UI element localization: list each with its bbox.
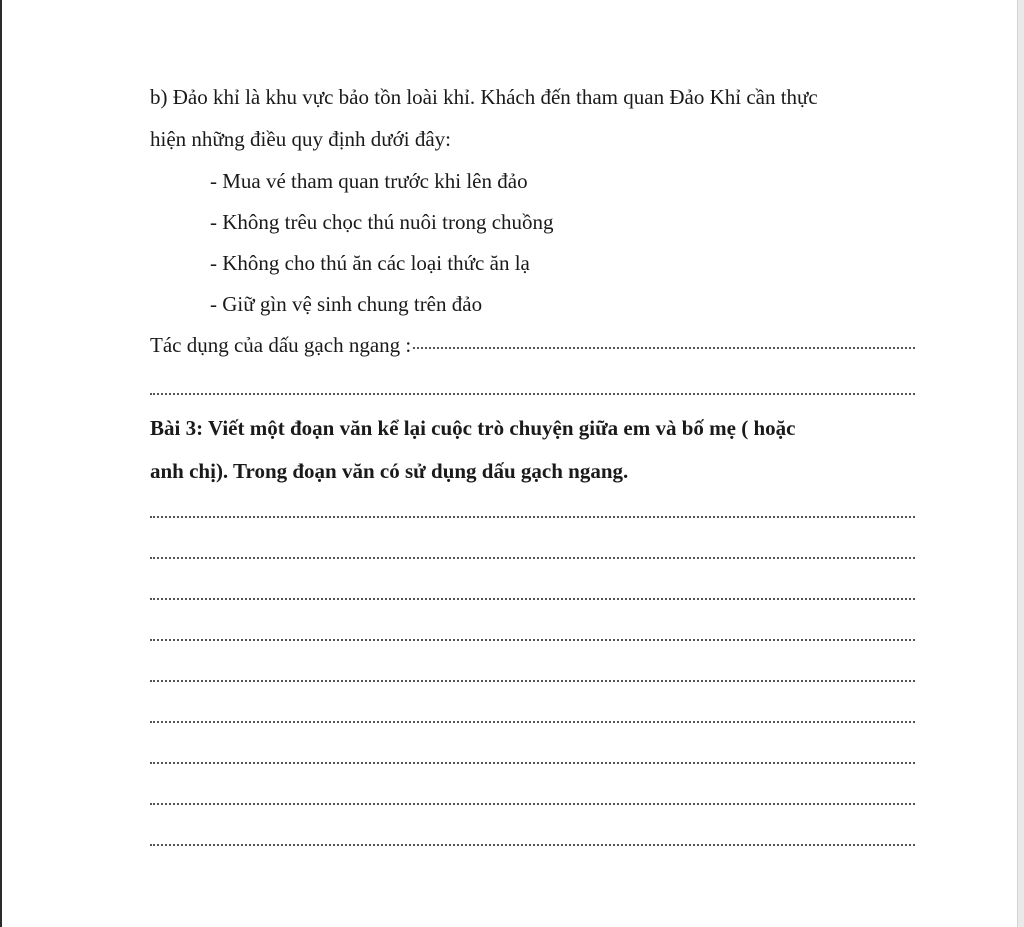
writing-line[interactable] (150, 598, 915, 600)
page-right-edge (1017, 0, 1024, 927)
writing-line[interactable] (150, 557, 915, 559)
rule-item: - Không trêu chọc thú nuôi trong chuồng (210, 210, 554, 234)
rule-item: - Mua vé tham quan trước khi lên đảo (210, 169, 528, 193)
question-answer-row (150, 332, 915, 358)
answer-blank-line[interactable] (150, 393, 915, 395)
exercise-3-title-line-2: anh chị). Trong đoạn văn có sử dụng dấu gạch ngang. (150, 459, 629, 483)
rule-item: - Giữ gìn vệ sinh chung trên đảo (210, 292, 483, 316)
part-b-intro-line-1: b) Đảo khỉ là khu vực bảo tồn loài khỉ. Khách đến tham quan Đảo Khỉ cần thực (150, 85, 818, 109)
writing-line[interactable] (150, 844, 915, 846)
exercise-3-title-line-1: Bài 3: Viết một đoạn văn kể lại cuộc trò chuyện giữa em và bố mẹ ( hoặc (150, 416, 796, 440)
writing-line[interactable] (150, 762, 915, 764)
rule-item: - Không cho thú ăn các loại thức ăn lạ (210, 251, 530, 275)
writing-line[interactable] (150, 721, 915, 723)
answer-blank-line[interactable] (413, 347, 915, 349)
writing-line[interactable] (150, 680, 915, 682)
part-b-intro-line-2: hiện những điều quy định dưới đây: (150, 127, 452, 151)
writing-line[interactable] (150, 639, 915, 641)
question-label: Tác dụng của dấu gạch ngang : (150, 333, 412, 357)
writing-line[interactable] (150, 516, 915, 518)
writing-line[interactable] (150, 803, 915, 805)
